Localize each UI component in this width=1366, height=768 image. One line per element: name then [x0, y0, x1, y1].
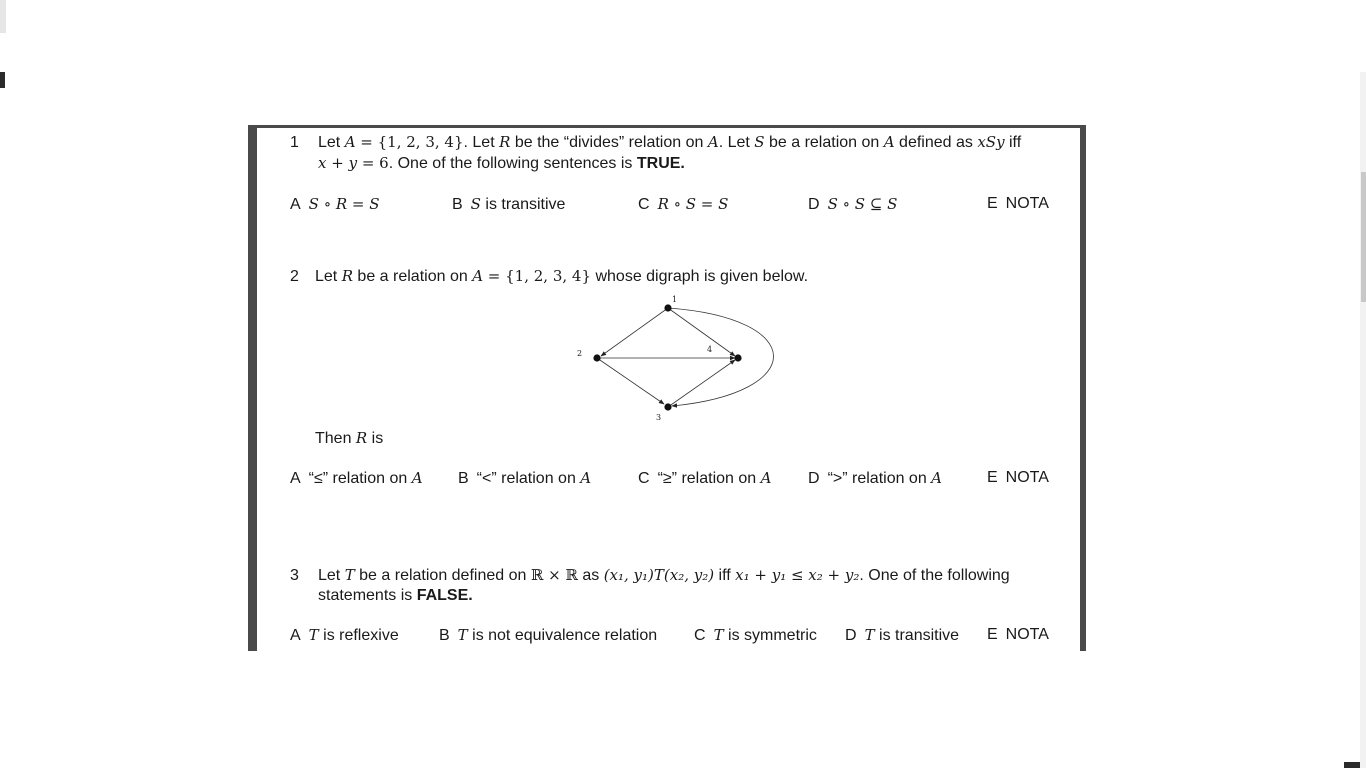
question-3-line-1: Let T be a relation defined on ℝ × ℝ as (x₁, y₁)T(x₂, y₂) iff x₁ + y₁ ≤ x₂ + y₂. One of the following	[318, 566, 1010, 584]
node-4	[734, 354, 741, 361]
question-3-number: 3	[290, 567, 299, 584]
question-2-option-a: A “≤” relation on A	[290, 469, 423, 487]
document-page	[248, 125, 1086, 651]
question-2-then: Then R is	[315, 429, 384, 447]
question-1-option-b: B S is transitive	[452, 195, 566, 213]
question-1-option-d: D S ∘ S ⊆ S	[808, 195, 898, 213]
node-1	[664, 304, 671, 311]
question-2-line-1: Let R be a relation on A = {1, 2, 3, 4} whose digraph is given below.	[315, 267, 809, 285]
scrollbar-thumb[interactable]	[1361, 172, 1366, 302]
page-right-border	[1080, 128, 1086, 651]
node-3-label: 3	[656, 413, 662, 422]
question-3-option-b: B T is not equivalence relation	[439, 626, 658, 644]
left-edge-marker	[0, 72, 5, 88]
node-4-label: 4	[707, 345, 713, 354]
question-3-option-a: A T is reflexive	[290, 626, 399, 644]
edge-2-to-3	[597, 358, 664, 404]
question-2-number: 2	[290, 268, 299, 285]
top-edge-line	[0, 0, 6, 33]
question-1-option-e: E NOTA	[987, 195, 1049, 212]
node-2	[593, 354, 600, 361]
question-3-option-c: C T is symmetric	[694, 626, 817, 644]
question-2-option-d: D “>” relation on A	[808, 469, 943, 487]
question-3-option-d: D T is transitive	[845, 626, 960, 644]
question-1-option-a: A S ∘ R = S	[290, 195, 380, 213]
edge-1-to-3-curve	[668, 308, 774, 406]
question-3-option-e: E NOTA	[987, 626, 1049, 643]
question-2-option-e: E NOTA	[987, 469, 1049, 486]
edge-3-to-4	[668, 360, 735, 407]
node-1-label: 1	[672, 295, 678, 304]
question-1-line-1: Let A = {1, 2, 3, 4}. Let R be the “divides” relation on A. Let S be a relation on A defined as xSy iff	[318, 133, 1022, 151]
question-1-number: 1	[290, 134, 299, 151]
question-2-option-c: C “≥” relation on A	[638, 469, 772, 487]
page-left-border	[248, 128, 257, 651]
question-1-option-c: C R ∘ S = S	[638, 195, 729, 213]
node-3	[664, 403, 671, 410]
node-2-label: 2	[577, 349, 583, 358]
edge-1-to-2	[601, 308, 668, 356]
relation-digraph	[568, 293, 798, 425]
question-1-line-2: x + y = 6. One of the following sentences is TRUE.	[318, 154, 685, 172]
question-3-line-2: statements is FALSE.	[318, 587, 473, 604]
edge-1-to-4	[668, 308, 735, 356]
question-2-option-b: B “<” relation on A	[458, 469, 592, 487]
